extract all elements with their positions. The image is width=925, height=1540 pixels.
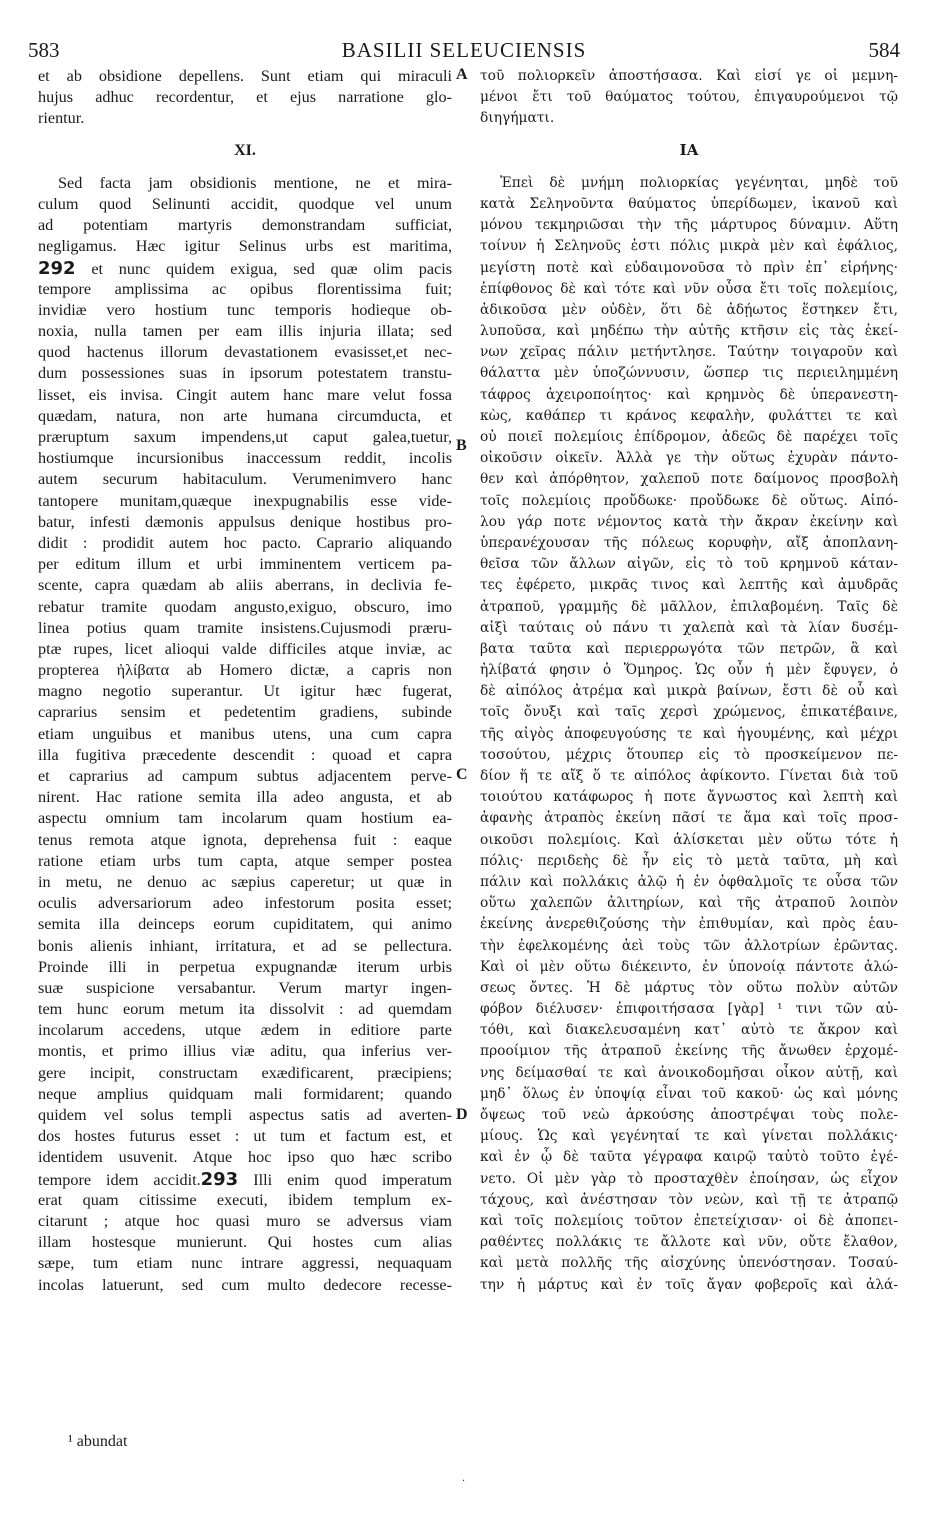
text-line: ὑπερανέχουσαν τῆς πόλεως κορυφὴν, αἴξ ἀποπλανη-	[480, 534, 898, 551]
text-line: magno negotio superantur. Ut igitur hæc fugerat,	[38, 682, 452, 701]
text-line: μίους. Ὡς καὶ γεγένηταί τε καὶ γίνεται πολλάκις·	[480, 1128, 898, 1145]
text-line: τὴν ἐφελκομένης ἀεὶ τοὺς τῶν ἀλλοτρίων ἐρῶντας.	[480, 937, 898, 954]
text-line: μηδ᾽ ὅλως ἐν ὑποψίᾳ εἶναι τοῦ κακοῦ· ὡς καὶ μόνης	[480, 1085, 898, 1102]
text-line: aspectu omnium tam incolarum quam hostium ea-	[38, 809, 452, 828]
text-line: μεγίστη ποτὲ καὶ εὐδαιμονοῦσα τὸ πρὶν ἐπ᾽ εἰρήνης·	[480, 259, 898, 276]
text-line: citarunt ; atque hoc quasi muro se adversus viam	[38, 1211, 452, 1230]
text-line: et ab obsidione depellens. Sunt etiam qui miraculi	[38, 67, 452, 85]
text-line: ratione etiam urbs tum capta, atque semper postea	[38, 851, 452, 870]
text-line: πόλις· περιδεὴς δὲ ἦν εἰς τὸ μετὰ ταῦτα, μὴ καὶ	[480, 852, 898, 869]
text-line: batur, infesti dæmonis appulsus denique hostibus pro-	[38, 512, 452, 531]
latin-column	[38, 66, 452, 1446]
text-line: oculis adversariorum adeo infestorum posita esset;	[38, 894, 452, 913]
text-line: erat quam citissime executi, ibidem templum ex-	[38, 1190, 452, 1209]
page-number-left: 583	[28, 38, 60, 62]
text-line: καὶ ἐν ᾧ δὲ ταῦτα γέγραφα καιρῷ ταὐτὸ τοῦτο ἐγέ-	[480, 1149, 898, 1166]
text-line: identidem usuvenit. Atque hoc ipso quo hæc scribo	[38, 1148, 452, 1167]
text-line: καὶ τοῖς πολεμίοις τοῦτον ἐπετείχισαν· οἱ δὲ ἀποπει-	[480, 1212, 898, 1229]
text-line: νης δείμασθαί τε καὶ ἀνοικοδομῆσαι οἶκον αὐτῇ, καὶ	[480, 1064, 898, 1081]
text-line: tempore amplissima ac opibus florentissima fuit;	[38, 279, 452, 298]
text-line: μένοι ἔτι τοῦ θαύματος τούτου, ἐπιγαυρούμενοι τῷ	[480, 89, 898, 106]
text-line: caprarius sensim et pedetentim gradiens, subinde	[38, 703, 452, 722]
text-line: incolarum accedens, utque ædem in editiore parte	[38, 1021, 452, 1040]
text-line: διηγήματι.	[480, 110, 555, 127]
text-line: κὼς, καθάπερ τι κράνος κεφαλὴν, φυλάττει τε καὶ	[480, 407, 898, 424]
text-line: Καὶ οἱ μὲν οὕτω διέκειντο, ἐν ὑπονοίᾳ πάντοτε ἁλώ-	[480, 958, 898, 975]
text-line: scente, capra quædam ab aliis aberrans, in declivia fe-	[38, 576, 452, 595]
text-fragment: Illi enim quod imperatum	[238, 1170, 452, 1189]
text-line: ἠλίβατά φησιν ὁ Ὅμηρος. Ὡς οὖν ἡ μὲν ἔφυγεν, ὁ	[480, 662, 898, 679]
text-line: τάφρος ἀχειροποίητος· καὶ κρημνὸς δὲ ὑπερανεστη-	[480, 386, 898, 403]
text-line: νων χεῖρας πάλιν μετήντλησε. Ταύτην τοιγαροῦν καὶ	[480, 344, 898, 361]
text-line: hujus adhuc recordentur, et ejus narratione glo-	[38, 88, 452, 107]
text-line: ἀδικοῦσα μὲν οὐδὲν, ὅτι δὲ ἀδῄωτος ἕστηκεν ἔτι,	[480, 301, 898, 318]
text-line: προοίμιον τῆς ἀτραποῦ ἐκείνης τῆς ἄνωθεν ἐρχομέ-	[480, 1043, 898, 1060]
text-line: suæ suspicione versabantur. Verum martyr ingen-	[38, 978, 452, 997]
margin-marker-d: D	[456, 1106, 468, 1123]
text-line: nirent. Hac ratione semita illa adeo angusta, et ab	[38, 788, 452, 807]
text-line: τοῦ πολιορκεῖν ἀποστήσασα. Καὶ εἰσί γε οἱ μεμνη-	[480, 68, 898, 84]
text-line: καὶ μετὰ πολλῆς τῆς αἰσχύνης ὑπενόστησαν. Τοσαύ-	[480, 1255, 898, 1272]
text-line: culum quod Selinunti accidit, quodque vel unum	[38, 194, 452, 213]
text-line: sæpe, tum etiam nunc intrare aggressi, nequaquam	[38, 1254, 452, 1273]
text-line: μόνου τεκμηριῶσαι τὴν τῆς μάρτυρος δύναμιν. Αὕτη	[480, 217, 898, 234]
text-line: λου γάρ ποτε νέμοντος κατὰ τὴν ἄκραν ἐκείνην καὶ	[480, 513, 898, 530]
text-line: ραθέντες πολλάκις τε ἄλλοτε καὶ νῦν, οὔτε ἔλαθον,	[480, 1234, 898, 1251]
text-line: in metu, ne denuo ac sæpius caperetur; ut quæ in	[38, 872, 452, 891]
margin-marker-a: A	[456, 66, 468, 83]
text-line: præruptum saxum impendens,ut caput galea,tuetur,	[38, 428, 452, 446]
text-line: linea potius quam tramite insistens.Cujusmodi præru-	[38, 618, 452, 637]
text-fragment: et nunc quidem exigua, sed quæ olim pacis	[75, 259, 452, 278]
margin-marker-b: B	[456, 437, 467, 454]
text-line: tenus remota atque ignota, deprehensa fuit : eaque	[38, 830, 452, 849]
text-line	[38, 1169, 452, 1190]
text-line: αἰξὶ ταύταις οὐ πάνυ τι χαλεπὰ καὶ τὰ λίαν δυσέμ-	[480, 619, 898, 636]
text-line: lisset, eis invisa. Cingit autem hanc mare velut fossa	[38, 385, 452, 404]
text-line: Ἐπεὶ δὲ μνήμη πολιορκίας γεγένηται, μηδὲ τοῦ	[500, 174, 898, 191]
page-dot: ·	[462, 1476, 466, 1487]
text-line: negligamus. Hæc igitur Selinus urbs est maritima,	[38, 237, 452, 256]
text-line: τάχους, καὶ ἀνέστησαν τὸν νεὼν, καὶ τῇ τε ἀτραπῷ	[480, 1191, 898, 1208]
text-line: dos hostes futurus esset : ut tum et factum est, et	[38, 1127, 452, 1146]
running-header	[28, 38, 900, 66]
text-line: ἀτραποῦ, γραμμῆς δὲ μᾶλλον, ἐπιλαβομένη. Ταῖς δὲ	[480, 598, 898, 615]
text-line: rientur.	[38, 109, 85, 128]
margin-marker-c: C	[456, 766, 468, 783]
text-line: et caprarius ad campum subtus adjacentem perve-	[38, 767, 452, 785]
running-title: BASILII SELEUCIENSIS	[341, 38, 587, 62]
text-line: dum possessiones suas in ipsorum potestatem transtu-	[38, 364, 452, 383]
text-line: tem hunc eorum metum ita dissolvit : ad quemdam	[38, 1000, 452, 1019]
column-number-292: 292	[38, 257, 76, 279]
text-line: θεῖσα τῶν ἄλλων αἰγῶν, εἰς τὸ τοῦ κρημνοῦ κάταν-	[480, 556, 898, 573]
text-fragment: tempore idem accidit.	[38, 1170, 201, 1189]
text-line: οὕτω χαλεπῶν ἀλιτηρίων, καὶ τῆς ἀτραποῦ λοιπὸν	[480, 895, 898, 912]
text-line: semita illa deinceps eorum cupiditatem, qui animo	[38, 915, 452, 934]
column-number-293: 293	[200, 1168, 239, 1190]
text-line: ὄψεως τοῦ νεὼ ἀρκούσης ἀποστρέψαι τοὺς πολε-	[480, 1107, 898, 1123]
text-line: Sed facta jam obsidionis mentione, ne et mira-	[58, 173, 452, 192]
text-line: bonis alienis inhiant, irritatura, et ad se pellectura.	[38, 936, 452, 955]
text-line: didit : prodidit autem hoc pacto. Caprario aliquando	[38, 533, 452, 552]
greek-column	[480, 66, 898, 1446]
text-line: οικοῦσι πολεμίοις. Καὶ ἁλίσκεται μὲν οὕτω τότε ἡ	[480, 831, 898, 848]
text-line: την ἡ μάρτυς καὶ ἐν τοῖς ἄγαν φοβεροῖς καὶ ἀλά-	[480, 1276, 898, 1293]
text-line: noxia, nulla tamen per eam illis injuria illata; sed	[38, 322, 452, 341]
text-line: ptæ rupes, licet alioqui valde difficiles atque inviæ, ac	[38, 639, 452, 658]
text-line: gere incipit, constructam exædificarent, præcipiens;	[38, 1063, 452, 1082]
text-line: τοίνυν ἡ Σεληνοῦς ἐστι πόλις μικρὰ μὲν καὶ ἐφάλιος,	[480, 238, 898, 255]
text-line: ἐπίφθονος δὲ καὶ τότε καὶ νῦν οὖσα ἔτι τοῖς πολεμίοις,	[480, 280, 898, 297]
text-line: quædam, natura, non arte humana circumducta, et	[38, 406, 452, 425]
text-line: σεως ὄντες. Ἡ δὲ μάρτυς τὸν οὕτω πολὺν αὐτῶν	[480, 979, 898, 996]
text-line: invidiæ vero hostium tunc temporis hodieque ob-	[38, 300, 452, 319]
text-line: ad potentiam martyris demonstrandam sufficiat,	[38, 216, 452, 235]
text-line: κατὰ Σεληνοῦντα θαύματος ὑπερίδωμεν, ἱκανοῦ καὶ	[480, 195, 898, 212]
text-line: δὲ αἰπόλος ἀτρέμα καὶ μικρὰ βαίνων, ἔστι δὲ οὗ καὶ	[480, 683, 898, 700]
text-line: δίον ἥ τε αἴξ ὅ τε αἰπόλος ἀφίκοντο. Γίνεται διὰ τοῦ	[480, 768, 898, 784]
text-line: θεν καὶ ἀπόρθητον, χαλεποῦ ποτε δαίμονος προσβολὴ	[480, 471, 898, 488]
text-line: πάλιν καὶ πολλάκις ἁλῷ ἡ ἐν ὀφθαλμοῖς τε οὖσα τῶν	[480, 873, 898, 890]
text-line: τοῖς ὄνυξι καὶ ταῖς χερσὶ χρώμενος, ἐπικατέβαινε,	[480, 704, 898, 721]
text-line: Proinde illi in perpetua expugnandæ iterum urbis	[38, 957, 452, 976]
text-line	[38, 258, 452, 279]
text-line: νετο. Οἱ μὲν γὰρ τὸ προσταχθὲν ἐποίησαν, ὡς εἶχον	[480, 1170, 898, 1187]
text-line: λυποῦσα, καὶ μηδέπω τὴν αὐτῆς κτῆσιν εἰς τὰς ἐκεί-	[480, 323, 898, 340]
text-line: illa fugitiva præcedente descendit : quoad et capra	[38, 745, 452, 764]
text-line: βατα ταῦτα καὶ περιερρωγότα τῶν πετρῶν, ἃ καὶ	[480, 640, 898, 657]
text-line: incolas latuerunt, sed cum multo dedecore recesse-	[38, 1275, 452, 1294]
section-heading-latin: XI.	[234, 141, 256, 159]
text-line: etiam unguibus et manibus utens, una cum capra	[38, 724, 452, 743]
text-line: θάλαττα μὲν ὑποζώννυσιν, ὥσπερ τις περιειλημμένη	[480, 365, 898, 382]
text-line: per editum illum et urbi imminentem verticem pa-	[38, 555, 452, 574]
text-line: ἐκείνης ἀνερεθιζούσης τὴν ἐπιθυμίαν, καὶ πρὸς ἑαυ-	[480, 916, 898, 933]
text-line: quidem vel solus templi aspectus satis ad averten-	[38, 1106, 452, 1124]
text-line: τοῖς πολεμίοις προὔδωκε· προὔδωκε δὲ οὕτως. Αἰπό-	[480, 492, 898, 509]
text-line: οὐ ποιεῖ πολεμίοις ἐπίδρομον, ἀδεῶς δὲ παρέχει τοῖς	[480, 429, 898, 445]
footnote: ¹ abundat	[68, 1433, 128, 1450]
text-line: τοσούτου, μέχρις ὅτουπερ εἰς τὸ προσκείμενον πε-	[480, 746, 898, 763]
text-line: τῆς αἰγὸς ἀποφευγούσης τε καὶ ἡγουμένης, καὶ μέχρι	[480, 725, 898, 742]
text-line: illam hostesque munierunt. Qui hostes cum alias	[38, 1233, 452, 1252]
text-line: quod hactenus illorum devastationem evasisset,et nec-	[38, 343, 452, 362]
text-line: ἀφανὴς ἀτραπὸς ἐκείνη πᾶσί τε ἅμα καὶ τοῖς προσ-	[480, 810, 898, 827]
text-line: tantopere munitam,quæque inexpugnabilis esse vide-	[38, 491, 452, 510]
text-line: hostiumque incursionibus inaccessum reddit, incolis	[38, 449, 452, 468]
text-line: neque amplius quidquam mali formidarent; quando	[38, 1084, 452, 1103]
text-line: rebatur tramite quodam angusto,exiguo, obscuro, imo	[38, 597, 452, 616]
text-line: φόβον διέλυσεν· ἐπιφοιτήσασα [γὰρ] ¹ τινι τῶν αὐ-	[480, 1001, 898, 1018]
text-line: οἰκοῦσιν οἰκεῖν. Ἀλλὰ γε τὴν οὕτως ἐχυρὰν πάντο-	[480, 450, 898, 467]
text-line: τοιούτου κατάφωρος ἡ ποτε ἄγνωστος καὶ λεπτὴ καὶ	[480, 789, 898, 806]
text-line: τόθι, καὶ διακελευσαμένη κατ᾽ αὐτὸ τε ἄκρον καὶ	[480, 1022, 898, 1039]
text-line: autem securum habitaculum. Verumenimvero hanc	[38, 470, 452, 489]
text-line: propterea ἠλίβατα ab Homero dictæ, a capris non	[38, 661, 452, 680]
section-heading-greek: ΙΑ	[679, 140, 699, 159]
text-line: τες ἐφέρετο, μικρᾶς τινος καὶ λεπτῆς καὶ ἀμυδρᾶς	[480, 577, 898, 594]
page-number-right: 584	[868, 38, 900, 62]
text-line: montis, et primo illius viæ aditu, qua inferius ver-	[38, 1042, 452, 1061]
